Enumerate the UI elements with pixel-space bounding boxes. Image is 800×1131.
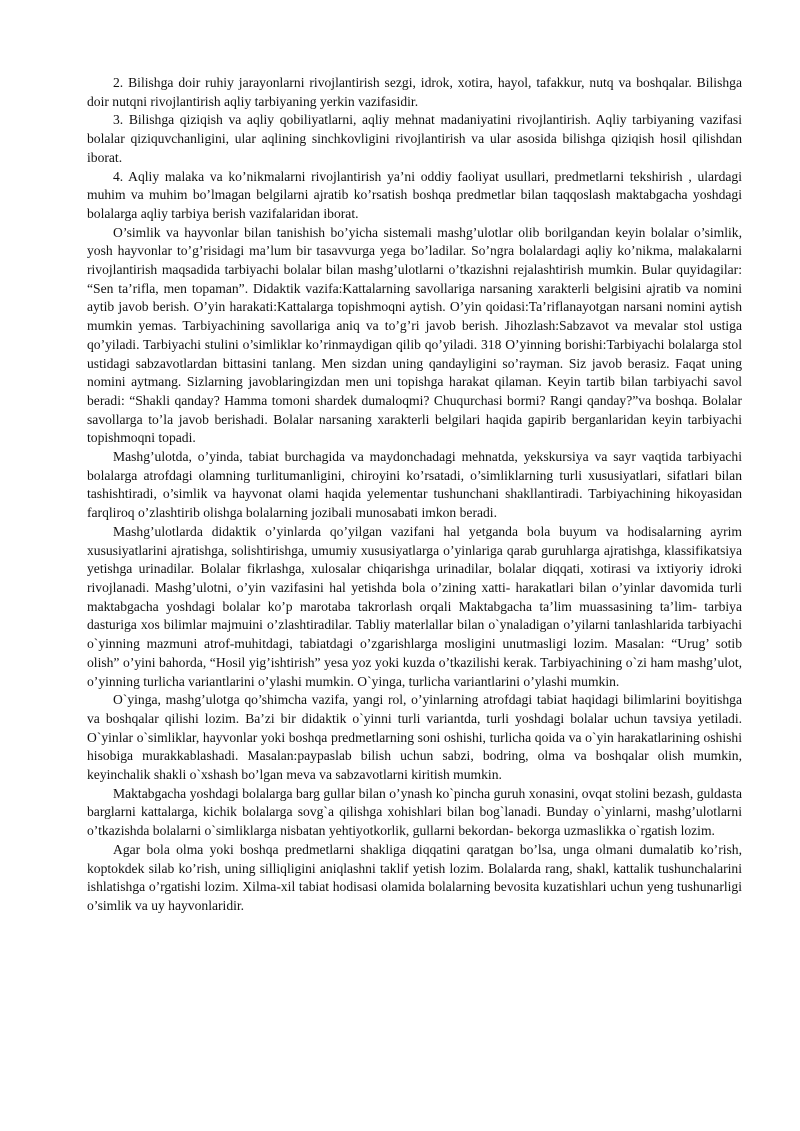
paragraph-1: 2. Bilishga doir ruhiy jarayonlarni rivojlantirish sezgi, idrok, xotira, hayol, tafakkur, nutq va boshqalar. Bilishga doir nutqni rivojlantirish aqliy tarbiyaning yerkin vazifasidir.: [87, 75, 742, 109]
paragraph-2: 3. Bilishga qiziqish va aqliy qobiliyatlarni, aqliy mehnat madaniyatini rivojlantirish. Aqliy tarbiyaning vazifasi bolalar qiziquvchanligini, ular aqlining sinchkovligini rivojlantirish va ular asosida bilishga qiziqish hosil qilishdan iborat.: [87, 112, 742, 165]
paragraph-8: Maktabgacha yoshdagi bolalarga barg gullar bilan o’ynash ko`pincha guruh xonasini, ovqat stolini bezash, guldasta barglarni kattalarga, kichik bolalarga sovg`a qilishga xohishlari bilan bog`lanadi. Bunday o`yinlarni, mashg’ulotlarni o’tkazishda bolalarni o`simliklarga nisbatan yehtiyotkorlik, gullarni bekordan- bekorga uzmaslikka o`rgatish lozim.: [87, 785, 742, 839]
paragraph-6: Mashg’ulotlarda didaktik o’yinlarda qo’yilgan vazifani hal yetganda bola buyum va hodisalarning ayrim xususiyatlarini ajratishga, solishtirishga, umumiy xususiyatlarga o’yinlariga qarab guruhlarga ajratishga, klassifikatsiya yetishga urinadilar. Bolalar fikrlashga, xulosalar chiqarishga urinadilar, bolalar diqqati, xotirasi va ixtiyoriy idroki rivojlanadi. Mashg’ulotni, o’yin vazifasini hal yetishda bola o’zining xatti- harakatlari bilan o’yinlar davomida turli maktabgacha yoshdagi bolalar ko’p marotaba takrorlash orqali Maktabgacha ta’lim muassasining ta’lim- tarbiya dasturiga xos bilimlar majmuini o’zlashtiradilar. Tabliy materlallar bilan o`ynaladigan o’yilarni tanlashlarida tarbiyachi o`yinning mazmuni atrof-muhitdagi, tabiatdagi o’zgarishlarga mosligini unutmasligi lozim. Masalan: “Urug’ sotib olish” o’yini bahorda, “Hosil yig’ishtirish” yesa yoz yoki kuzda o’tkazilishi kerak. Tarbiyachining o`zi ham mashg’ulot, o’yinning turlicha variantlarini o’ylashi mumkin. O`yinga, turlicha variantlarini o’ylashi mumkin.: [87, 523, 742, 689]
paragraph-5: Mashg’ulotda, o’yinda, tabiat burchagida va maydonchadagi mehnatda, yekskursiya va sayr vaqtida tarbiyachi bolalarga atrofdagi olamning turlitumanligini, chiroyini ko’rsatadi, o’simliklarning turli xususiyatlari, sifatlari bilan tashishtiradi, o’simlik va hayvonat olami haqida yelementar tushunchani shakllantiradi. Tarbiyachining hikoyasidan farqliroq o’zlashtirib olishga bolalarning jozibali munosabati imkon beradi.: [87, 449, 742, 521]
document-page: [87, 74, 742, 916]
paragraph-3: 4. Aqliy malaka va ko’nikmalarni rivojlantirish ya’ni oddiy faoliyat usullari, predmetlarni tekshirish , ulardagi muhim va muhim bo’lmagan belgilarni ajratib ko’rsatish boshqa predmetlar bilan taqqoslash maktabgacha yoshdagi bolalarga aqliy tarbiya berish vazifalaridan iborat.: [87, 168, 742, 221]
paragraph-7: O`yinga, mashg’ulotga qo’shimcha vazifa, yangi rol, o’yinlarning atrofdagi tabiat haqidagi bilimlarini boyitishga va boshqalar qilishi lozim. Ba’zi bir didaktik o`yinni turli variantda, turli yoshdagi bolalar uchun tavsiya yetiladi. O`yinlar o`simliklar, hayvonlar yoki boshqa predmetlarning soni oshishi, turlicha qoida va o`yin harakatlarining oshishi hisobiga murakkablashadi. Masalan:paypaslab bilish uchun sabzi, bodring, olma va boshqalar olish mumkin, keyinchalik shakli o`xshash bo’lgan meva va sabzavotlarni kiritish mumkin.: [87, 692, 742, 783]
paragraph-9: Agar bola olma yoki boshqa predmetlarni shakliga diqqatini qaratgan bo’lsa, unga olmani dumalatib ko’rish, koptokdek silab ko’rish, uning silliqligini aniqlashni taklif yetish lozim. Bolalarda rang, shakl, kattalik tushunchalarini ishlatishga o’rgatishi lozim. Xilma-xil tabiat hodisasi olamida bolalarning bevosita kuzatishlari uchun yeng tushunarligi o’simlik va uy hayvonlaridir.: [87, 841, 742, 913]
paragraph-4: O’simlik va hayvonlar bilan tanishish bo’yicha sistemali mashg’ulotlar olib borilgandan keyin bolalar o’simlik, yosh hayvonlar to’g’risidagi ma’lum bir tasavvurga yega bo’ladilar. So’ngra bolalardagi aqliy ko’nikma, malakalarni rivojlantirish maqsadida tarbiyachi bolalar bilan mashg’ulotlarni o’tkazishni rejalashtirish mumkin. Bular quyidagilar: “Sen ta’rifla, men topaman”. Didaktik vazifa:Kattalarning savollariga narsaning xarakterli belgisini ajratib va nomini aytib javob berish. O’yin harakati:Kattalarga topishmoqni aytish. O’yin qoidasi:Ta’riflanayotgan narsani nomini aytish mumkin yemas. Tarbiyachining savollariga aniq va to’g’ri javob berish. Jihozlash:Sabzavot va mevalar stol ustiga qo’yiladi. Tarbiyachi stulini o’simliklar ko’rinmaydigan qilib qo’yiladi. 318 O’yinning borishi:Tarbiyachi bolalarga stol ustidagi sabzavotlardan bittasini tanlang. Men sizdan uning qandayligini so’rayman. Siz javob berasiz. Faqat uning nomini aytmang. Sizlarning javoblaringizdan men uni topishga harakat qilaman. Keyin tartib bilan tarbiyachi savol beradi: “Shakli qanday? Hamma tomoni shardek dumaloqmi? Chuqurchasi bormi? Rangi qanday?”va boshqa. Bolalar savollarga to’la javob berishadi. Bolalar narsaning xarakterli belgilari haqida gapirib berganlaridan keyin tarbiyachi topishmoqni topadi.: [87, 224, 742, 446]
